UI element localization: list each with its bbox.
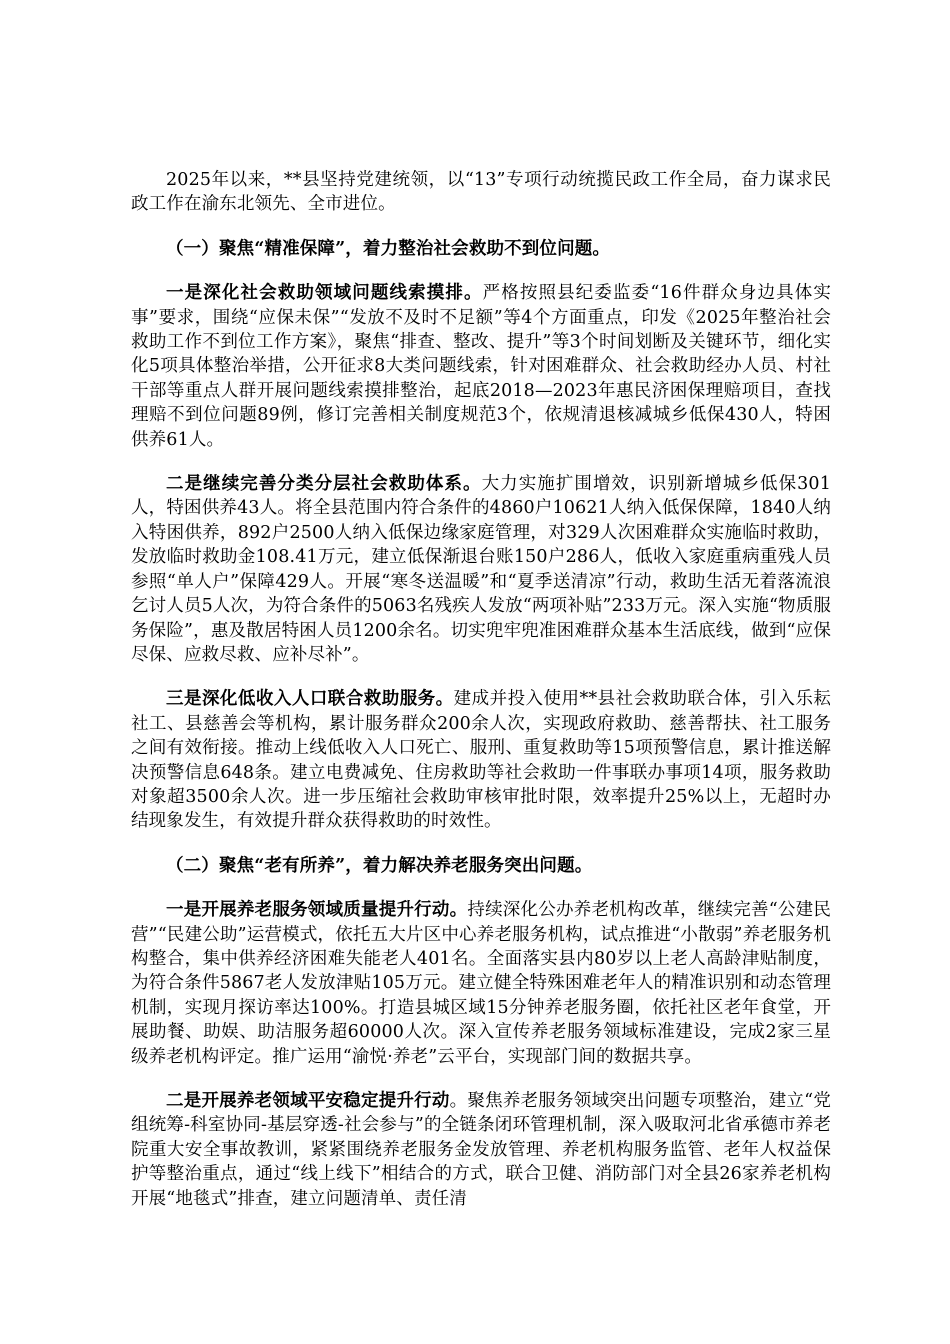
document-page — [131, 168, 831, 1211]
item-lead: 一是深化社会救助领域问题线索摸排。 — [166, 283, 483, 304]
item-lead: 三是深化低收入人口联合救助服务。 — [166, 689, 454, 710]
spacer — [131, 834, 831, 854]
section-1-item-2 — [131, 472, 831, 667]
spacer — [131, 878, 831, 898]
section-2-item-2 — [131, 1089, 831, 1211]
spacer — [131, 452, 831, 472]
item-text: 持续深化公办养老机构改革，继续完善“公建民营”“民建公助”运营模式，依托五大片区中心养老服务机构，试点推进“小散弱”养老服务机构整合，集中供养经济困难失能老人401名。全面落实县内80岁以上老人高龄津贴制度，为符合条件5867老人发放津贴105万元。建立健全特殊困难老年人的精准识别和动态管理机制，实现月探访率达100%。打造县城区域15分钟养老服务圈，依托社区老年食堂，开展助餐、助娱、助洁服务超60000人次。深入宣传养老服务领域标准建设，完成2家三星级养老机构评定。推广运用“渝悦·养老”云平台，实现部门间的数据共享。 — [131, 900, 831, 1067]
item-text: 。聚焦养老服务领域突出问题专项整治，建立“党组统筹-科室协同-基层穿透-社会参与”的全链条闭环管理机制，深入吸取河北省承德市养老院重大安全事故教训，紧紧围绕养老服务金发放管理、养老机构服务监管、老年人权益保护等整治重点，通过“线上线下”相结合的方式，联合卫健、消防部门对全县26家养老机构开展“地毯式”排查，建立问题清单、责任清 — [131, 1091, 831, 1209]
item-text: 严格按照县纪委监委“16件群众身边具体实事”要求，围绕“应保未保”“发放不及时不足额”等4个方面重点，印发《2025年整治社会救助工作不到位工作方案》，聚焦“排查、整改、提升”等3个时间划断及关键环节，细化实化5项具体整治举措，公开征求8大类问题线索，针对困难群众、社会救助经办人员、村社干部等重点人群开展问题线索摸排整治，起底2018—2023年惠民济困保理赔项目，查找理赔不到位问题89例，修订完善相关制度规范3个，依规清退核减城乡低保430人，特困供养61人。 — [131, 283, 831, 450]
item-lead: 二是开展养老领域平安稳定提升行动 — [166, 1091, 450, 1111]
section-2-heading: （二）聚焦“老有所养”，着力解决养老服务突出问题。 — [166, 855, 593, 876]
item-text: 建成并投入使用**县社会救助联合体，引入乐耘社工、县慈善会等机构，累计服务群众200余人次，实现政府救助、慈善帮扶、社工服务之间有效衔接。推动上线低收入人口死亡、服刑、重复救助等15项预警信息，累计推送解决预警信息648条。建立电费减免、住房救助等社会救助一件事联办事项14项，服务救助对象超3500余人次。进一步压缩社会救助审核审批时限，效率提升25%以上，无超时办结现象发生，有效提升群众获得救助的时效性。 — [131, 689, 831, 832]
item-lead: 一是开展养老服务领域质量提升行动。 — [166, 900, 468, 921]
section-1-heading: （一）聚焦“精准保障”，着力整治社会救助不到位问题。 — [166, 238, 611, 259]
section-1-item-1 — [131, 281, 831, 452]
item-lead: 二是继续完善分类分层社会救助体系。 — [166, 474, 482, 495]
section-1-item-3 — [131, 687, 831, 833]
spacer — [131, 261, 831, 281]
item-text: 大力实施扩围增效，识别新增城乡低保301人，特困供养43人。将全县范围内符合条件的4860户10621人纳入低保保障，1840人纳入特困供养，892户2500人纳入低保边缘家庭管理，对329人次困难群众实施临时救助，发放临时救助金108.41万元，建立低保渐退台账150户286人，低收入家庭重病重残人员参照“单人户”保障429人。开展“寒冬送温暖”和“夏季送清凉”行动，救助生活无着落流浪乞讨人员5人次，为符合条件的5063名残疾人发放“两项补贴”233万元。深入实施“物质服务保险”，惠及散居特困人员1200余名。切实兜牢兜准困难群众基本生活底线，做到“应保尽保、应救尽救、应补尽补”。 — [131, 474, 832, 665]
intro-paragraph: 2025年以来，**县坚持党建统领，以“13”专项行动统揽民政工作全局，奋力谋求民政工作在渝东北领先、全市进位。 — [131, 170, 831, 215]
spacer — [131, 1069, 831, 1089]
spacer — [131, 217, 831, 237]
spacer — [131, 667, 831, 687]
section-2-item-1 — [131, 898, 831, 1069]
